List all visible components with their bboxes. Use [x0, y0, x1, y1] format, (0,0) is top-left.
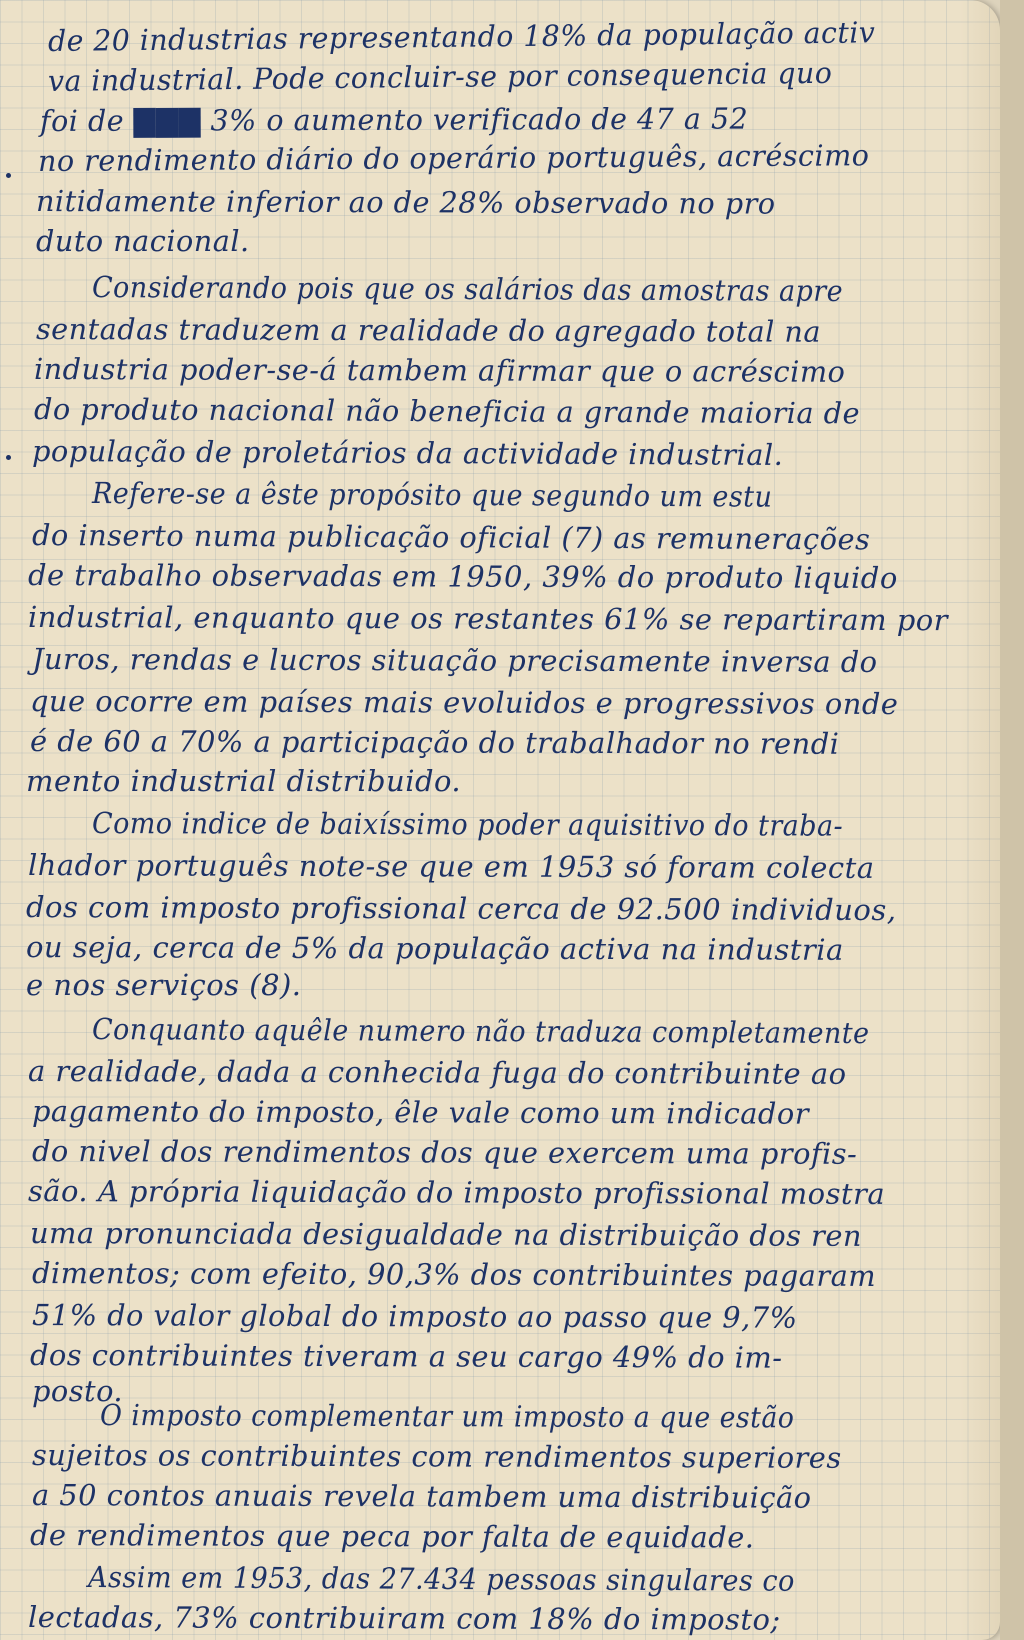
- text-line: Como indice de baixíssimo poder aquisitivo do traba-: [91, 806, 844, 843]
- text-line: do nivel dos rendimentos dos que exercem uma profis-: [31, 1134, 858, 1171]
- text-line: no rendimento diário do operário português, acréscimo: [37, 138, 870, 178]
- text-line: duto nacional.: [36, 224, 250, 258]
- text-line: do inserto numa publicação oficial (7) as remunerações: [31, 518, 871, 557]
- margin-mark: [6, 173, 11, 178]
- text-line: uma pronunciada desigualdade na distribuição dos ren: [29, 1216, 863, 1253]
- text-line: de 20 industrias representando 18% da população activ: [47, 15, 876, 58]
- text-line: é de 60 a 70% a participação do trabalhador no rendi: [29, 724, 840, 761]
- text-line: do produto nacional não beneficia a grande maioria de: [33, 392, 861, 431]
- text-line: Conquanto aquêle numero não traduza completamente: [91, 1012, 870, 1051]
- text-line: dos contribuintes tiveram a seu cargo 49% do im-: [29, 1338, 783, 1375]
- text-line: pagamento do imposto, êle vale como um indicador: [31, 1094, 810, 1131]
- text-line: ou seja, cerca de 5% da população activa na industria: [25, 930, 844, 967]
- text-line: Juros, rendas e lucros situação precisamente inversa do: [31, 642, 878, 679]
- text-line: lectadas, 73% contribuiram com 18% do imposto;: [27, 1600, 781, 1637]
- text-line: sentadas traduzem a realidade do agregado total na: [35, 312, 822, 349]
- text-line: e nos serviços (8).: [26, 968, 302, 1002]
- text-line: posto.: [32, 1374, 124, 1408]
- text-line: mento industrial distribuido.: [26, 764, 462, 798]
- text-line: Refere-se a êste propósito que segundo um estu: [91, 476, 773, 514]
- text-line: de rendimentos que peca por falta de equidade.: [29, 1518, 755, 1555]
- text-line: a 50 contos anuais revela tambem uma distribuição: [31, 1478, 812, 1515]
- text-line: va industrial. Pode concluir-se por consequencia quo: [47, 55, 833, 98]
- text-line: de trabalho observadas em 1950, 39% do produto liquido: [27, 558, 898, 596]
- text-line: 51% do valor global do imposto ao passo que 9,7%: [31, 1298, 798, 1335]
- margin-mark: [6, 455, 11, 460]
- text-line: O imposto complementar um imposto a que estão: [99, 1398, 795, 1435]
- page-edge: [1000, 0, 1024, 1640]
- text-line: industria poder-se-á tambem afirmar que o acréscimo: [33, 352, 846, 389]
- text-line: lhador português note-se que em 1953 só foram colecta: [27, 848, 875, 885]
- text-line: a realidade, dada a conhecida fuga do contribuinte ao: [27, 1054, 847, 1091]
- text-line: Considerando pois que os salários das amostras apre: [91, 270, 844, 308]
- text-line: Assim em 1953, das 27.434 pessoas singulares co: [87, 1560, 795, 1598]
- text-line: dos com imposto profissional cerca de 92.500 individuos,: [25, 890, 897, 928]
- text-line: nitidamente inferior ao de 28% observado no pro: [35, 184, 776, 221]
- text-line: sujeitos os contribuintes com rendimentos superiores: [31, 1438, 842, 1475]
- text-line: foi de ▇▇▇ 3% o aumento verificado de 47 a 52: [39, 101, 749, 138]
- text-line: população de proletários da actividade industrial.: [31, 434, 784, 472]
- text-line: industrial, enquanto que os restantes 61% se repartiram por: [27, 600, 949, 638]
- text-line: que ocorre em países mais evoluidos e progressivos onde: [29, 684, 899, 722]
- text-line: dimentos; com efeito, 90,3% dos contribuintes pagaram: [31, 1256, 877, 1293]
- text-line: são. A própria liquidação do imposto profissional mostra: [27, 1174, 886, 1211]
